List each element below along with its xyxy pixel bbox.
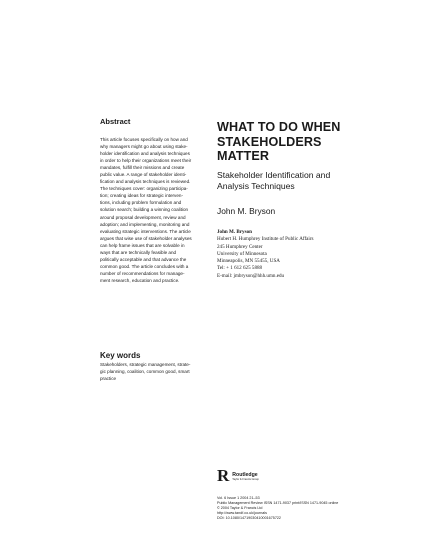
text-line: in order to help their organizations meet their xyxy=(100,158,192,164)
text-line: Hubert H. Humphrey Institute of Public Affairs xyxy=(217,236,314,243)
affiliation-lines xyxy=(217,236,352,280)
text-line: why managers might go about using stake- xyxy=(100,144,188,150)
abstract-heading: Abstract xyxy=(100,117,131,126)
text-line: University of Minnesota xyxy=(217,250,267,257)
text-line: Tel: + 1 612 625 5888 xyxy=(217,265,263,272)
text-line: 245 Humphrey Center xyxy=(217,243,263,250)
text-line: Stakeholder Identification and xyxy=(217,170,331,180)
keywords-body xyxy=(100,361,206,382)
text-line: holder identification and analysis techniques xyxy=(100,151,190,157)
text-line: public value. A range of stakeholder identi- xyxy=(100,172,187,178)
text-line: solution search; building a winning coalition xyxy=(100,207,189,213)
publisher-logo xyxy=(217,466,259,485)
text-line: © 2004 Taylor & Francis Ltd xyxy=(217,506,263,511)
text-line: E-mail: jmbryson@hhh.umn.edu xyxy=(217,272,285,279)
text-line: Public Management Review ISSN 1471-9037 print/ISSN 1471-9045 online xyxy=(217,501,339,506)
publisher-name: Routledge xyxy=(232,471,258,478)
publisher-group: Taylor & Francis Group xyxy=(232,477,259,481)
text-line: can help frame issues that are solvable in xyxy=(100,242,185,248)
text-line: This article focuses specifically on how and xyxy=(100,137,188,142)
text-line: WHAT TO DO WHEN xyxy=(217,120,341,134)
text-line: gic planning, coalition, common good, smart xyxy=(100,369,190,374)
abstract-body xyxy=(100,136,204,284)
affiliation-author-name: John M. Bryson xyxy=(217,229,252,235)
author-name: John M. Bryson xyxy=(217,206,276,216)
text-line: practice xyxy=(100,376,117,381)
text-line: tion; creating ideas for strategic interven- xyxy=(100,193,183,199)
journal-info xyxy=(217,496,347,521)
text-line: tions, including problem formulation and xyxy=(100,200,182,206)
text-line: Stakeholders, strategic management, strate- xyxy=(100,362,191,367)
text-line: http://www.tandf.co.uk/journals xyxy=(217,511,268,516)
author-affiliation xyxy=(217,229,352,280)
text-line: number of recommendations for manage- xyxy=(100,270,185,276)
text-line: Vol. 6 Issue 1 2004 21–53 xyxy=(217,496,260,500)
text-line: ways that are technically feasible and xyxy=(100,249,177,255)
text-line: evaluating strategic interventions. The article xyxy=(100,228,191,234)
text-line: Minneapolis, MN 55455, USA xyxy=(217,258,280,265)
text-line: fication and analysis techniques is reviewed. xyxy=(100,179,191,185)
text-line: politically acceptable and that advance the xyxy=(100,256,187,262)
article-subtitle xyxy=(217,170,347,192)
text-line: The techniques cover: organizing participa- xyxy=(100,186,188,192)
text-line: STAKEHOLDERS xyxy=(217,134,322,149)
keywords-heading: Key words xyxy=(100,351,141,360)
text-line: adoption; and implementing, monitoring and xyxy=(100,221,190,227)
text-line: around proposal development, review and xyxy=(100,214,186,220)
text-line: Analysis Techniques xyxy=(217,181,295,192)
text-line: DOI: 10.1080/14719030410001675722 xyxy=(217,516,281,521)
text-line: argues that wise use of stakeholder analyses xyxy=(100,235,192,241)
text-line: ment research, education and practice. xyxy=(100,277,180,283)
publisher-name-block xyxy=(232,472,259,481)
text-line: MATTER xyxy=(217,149,270,164)
routledge-logo-icon: R xyxy=(217,466,230,485)
text-line: mandates, fulfill their missions and create xyxy=(100,165,185,171)
article-title xyxy=(217,120,357,164)
text-line: common good. The article concludes with a xyxy=(100,263,189,269)
